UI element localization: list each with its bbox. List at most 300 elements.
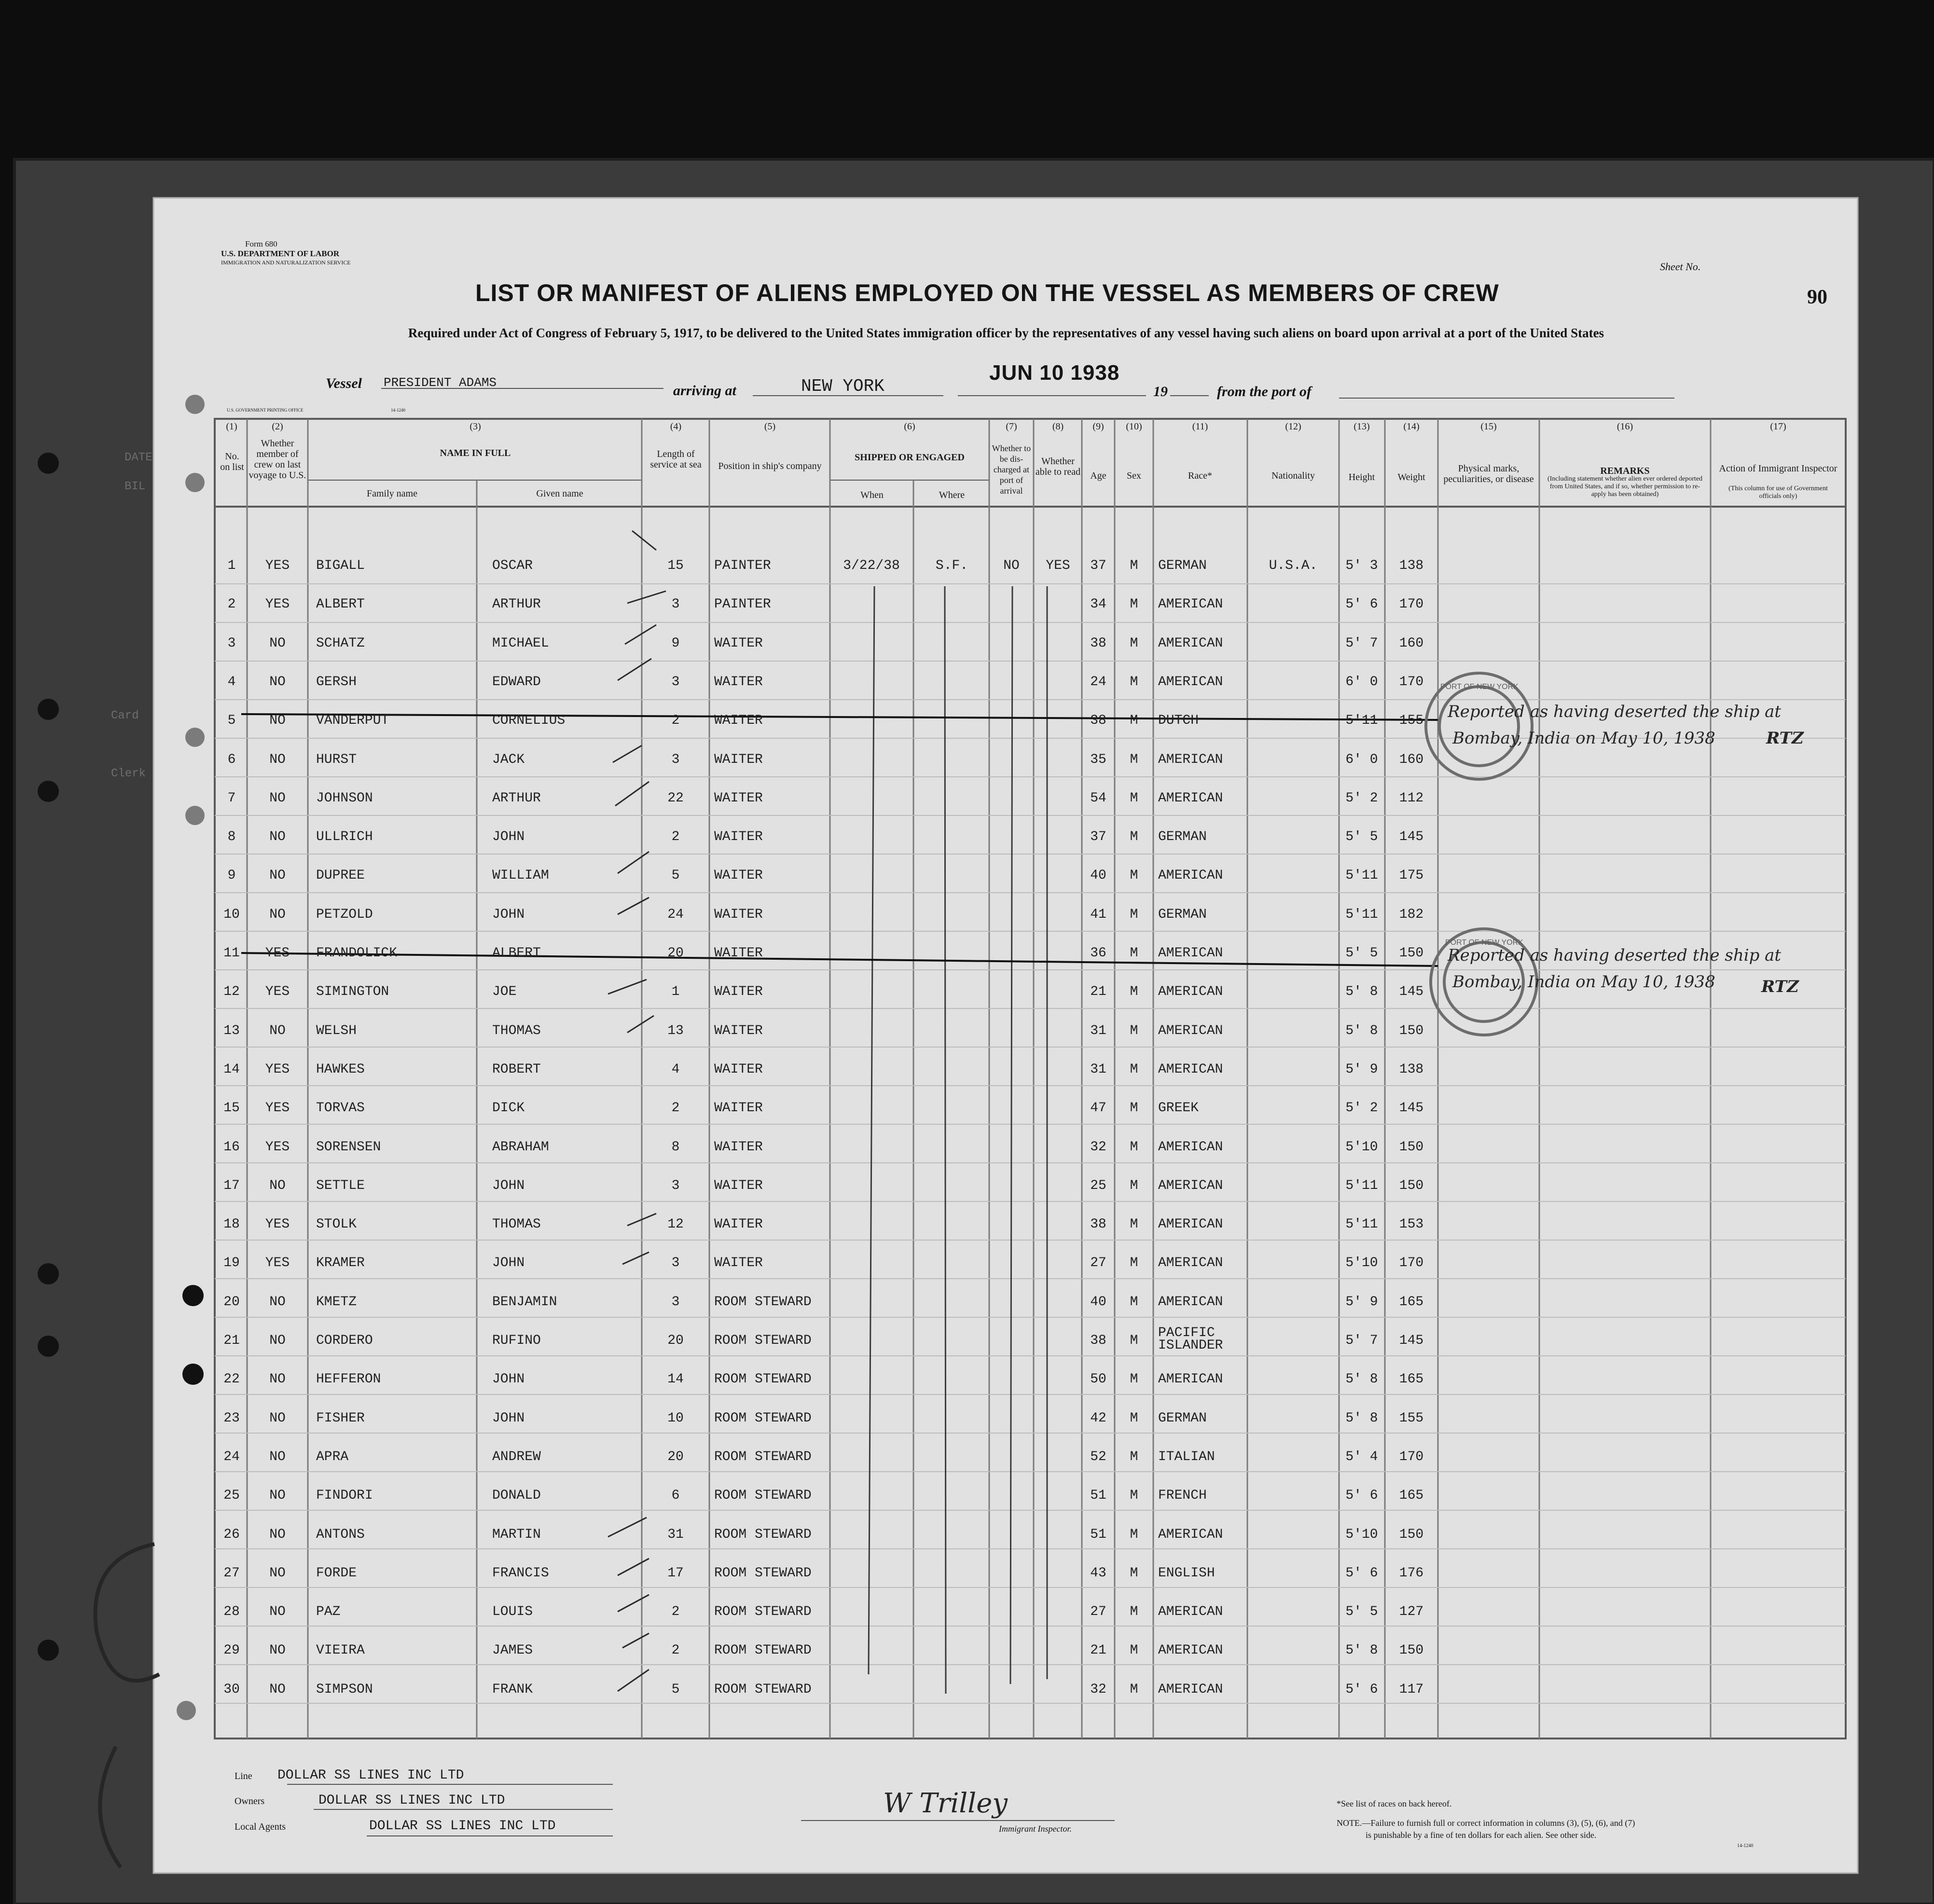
position: ROOM STEWARD — [714, 1604, 812, 1619]
sex: M — [1130, 1682, 1138, 1697]
family-name: VIEIRA — [316, 1643, 365, 1658]
previous-voyage: NO — [269, 1449, 286, 1464]
col3-label: NAME IN FULL — [440, 448, 511, 458]
family-name: BIGALL — [316, 558, 365, 573]
sex: M — [1130, 713, 1138, 728]
row-number: 16 — [223, 1140, 240, 1155]
sex: M — [1130, 1023, 1138, 1038]
race: ITALIAN — [1158, 1449, 1215, 1464]
given-name: JOHN — [492, 1372, 525, 1387]
vessel-label: Vessel — [326, 375, 362, 391]
race: GERMAN — [1158, 907, 1207, 922]
weight: 160 — [1399, 636, 1424, 651]
height: 5' 8 — [1345, 1411, 1378, 1426]
family-name: FRANDOLICK — [316, 946, 398, 961]
length-of-service: 12 — [667, 1217, 684, 1232]
family-name: WELSH — [316, 1023, 357, 1038]
race: AMERICAN — [1158, 1140, 1223, 1155]
col14-label: Weight — [1397, 472, 1425, 483]
row-number: 26 — [223, 1527, 240, 1542]
col16-num: (16) — [1616, 421, 1633, 432]
length-of-service: 1 — [671, 984, 680, 999]
inspector-label: Immigrant Inspector. — [999, 1824, 1072, 1834]
col9-label: Age — [1090, 470, 1106, 481]
weight: 145 — [1399, 1101, 1424, 1116]
able-to-read: YES — [1046, 558, 1070, 573]
height: 6' 0 — [1345, 675, 1378, 690]
form-subtitle: Required under Act of Congress of February 5, 1917, to be delivered to the United States immigration officer by the representatives of any vessel having such aliens on board upon arrival at a port of the United States — [408, 326, 1604, 340]
sex: M — [1130, 636, 1138, 651]
race: AMERICAN — [1158, 1217, 1223, 1232]
col16-label: REMARKS — [1600, 466, 1650, 476]
weight: 150 — [1399, 1023, 1424, 1038]
footer-agents-label: Local Agents — [235, 1821, 286, 1832]
race: FRENCH — [1158, 1488, 1207, 1503]
race: AMERICAN — [1158, 1527, 1223, 1542]
weight: 160 — [1399, 752, 1424, 767]
row-number: 13 — [223, 1023, 240, 1038]
row-number: 18 — [223, 1217, 240, 1232]
position: WAITER — [714, 946, 763, 961]
sheet-label: Sheet No. — [1660, 261, 1701, 273]
age: 34 — [1090, 597, 1106, 612]
row-number: 27 — [223, 1566, 240, 1581]
form-number: Form 680 — [245, 239, 277, 248]
col12-label: Nationality — [1271, 470, 1315, 481]
length-of-service: 14 — [667, 1372, 684, 1387]
footer-code: 14-1240 — [1737, 1843, 1754, 1849]
previous-voyage: NO — [269, 1023, 286, 1038]
previous-voyage: YES — [265, 946, 290, 961]
weight: 145 — [1399, 1333, 1424, 1348]
col16-sub: (Including statement whether alien ever ordered deported from United States, and if so, whether permission to re-apply has been obtained) — [1547, 475, 1703, 498]
row-number: 14 — [223, 1062, 240, 1077]
from-port-label: from the port of — [1217, 384, 1312, 400]
height: 5' 3 — [1345, 558, 1378, 573]
col10-num: (10) — [1126, 421, 1142, 432]
sex: M — [1130, 829, 1138, 844]
height: 5' 2 — [1345, 791, 1378, 806]
given-name: RUFINO — [492, 1333, 541, 1348]
family-name: GERSH — [316, 675, 357, 690]
given-name: ARTHUR — [492, 791, 541, 806]
position: WAITER — [714, 907, 763, 922]
given-name: JAMES — [492, 1643, 533, 1658]
height: 5'11 — [1345, 1217, 1378, 1232]
length-of-service: 17 — [667, 1566, 684, 1581]
col11-label: Race* — [1188, 470, 1212, 481]
height: 5' 6 — [1345, 1488, 1378, 1503]
weight: 145 — [1399, 984, 1424, 999]
height: 5' 9 — [1345, 1295, 1378, 1310]
year-prefix: 19 — [1153, 384, 1168, 400]
previous-voyage: NO — [269, 1488, 286, 1503]
inspector-signature: W Trilley — [883, 1788, 1008, 1819]
family-name: SCHATZ — [316, 636, 365, 651]
weight: 155 — [1399, 713, 1424, 728]
previous-voyage: NO — [269, 829, 286, 844]
age: 52 — [1090, 1449, 1106, 1464]
age: 25 — [1090, 1178, 1106, 1193]
given-name: JOHN — [492, 1411, 525, 1426]
footer-line-value: DOLLAR SS LINES INC LTD — [277, 1768, 464, 1783]
given-name: EDWARD — [492, 675, 541, 690]
height: 5' 9 — [1345, 1062, 1378, 1077]
weight: 138 — [1399, 558, 1424, 573]
given-name: WILLIAM — [492, 868, 549, 883]
previous-voyage: YES — [265, 1256, 290, 1270]
previous-voyage: YES — [265, 597, 290, 612]
race: AMERICAN — [1158, 1682, 1223, 1697]
col5-label: Position in ship's company — [718, 461, 822, 471]
position: WAITER — [714, 984, 763, 999]
family-name: ALBERT — [316, 597, 365, 612]
weight: 150 — [1399, 1178, 1424, 1193]
row-number: 11 — [223, 946, 240, 961]
row-number: 10 — [223, 907, 240, 922]
previous-voyage: NO — [269, 1411, 286, 1426]
given-name: DONALD — [492, 1488, 541, 1503]
previous-voyage: NO — [269, 907, 286, 922]
previous-voyage: YES — [265, 1062, 290, 1077]
row-number: 25 — [223, 1488, 240, 1503]
race: AMERICAN — [1158, 791, 1223, 806]
col3-given: Given name — [536, 488, 583, 499]
weight: 165 — [1399, 1295, 1424, 1310]
shipped-where: S.F. — [935, 558, 968, 573]
col7-label: Whether to be dis-charged at port of arrival — [992, 443, 1031, 496]
row-number: 1 — [227, 558, 236, 573]
col4-label: Length of service at sea — [650, 449, 702, 470]
height: 5' 2 — [1345, 1101, 1378, 1116]
margin-bill: BIL — [124, 480, 146, 493]
col6-when: When — [860, 490, 884, 500]
family-name: TORVAS — [316, 1101, 365, 1116]
footer-owners-value: DOLLAR SS LINES INC LTD — [318, 1793, 505, 1808]
length-of-service: 8 — [671, 1140, 680, 1155]
remark-1-line2: Bombay, India on May 10, 1938 — [1452, 729, 1715, 748]
family-name: ANTONS — [316, 1527, 365, 1542]
weight: 150 — [1399, 1527, 1424, 1542]
col17-label: Action of Immigrant Inspector — [1719, 463, 1837, 474]
position: ROOM STEWARD — [714, 1643, 812, 1658]
shipped-when: 3/22/38 — [843, 558, 900, 573]
given-name: THOMAS — [492, 1023, 541, 1038]
race: GREEK — [1158, 1101, 1199, 1116]
given-name: FRANK — [492, 1682, 533, 1697]
margin-clerk: Clerk — [111, 767, 146, 780]
length-of-service: 2 — [671, 713, 680, 728]
race: AMERICAN — [1158, 946, 1223, 961]
page-number: 90 — [1807, 286, 1827, 308]
printing-code: 14-1240 — [391, 408, 405, 413]
length-of-service: 20 — [667, 1449, 684, 1464]
age: 31 — [1090, 1062, 1106, 1077]
weight: 170 — [1399, 1449, 1424, 1464]
sex: M — [1130, 1604, 1138, 1619]
position: ROOM STEWARD — [714, 1449, 812, 1464]
weight: 165 — [1399, 1372, 1424, 1387]
race: GERMAN — [1158, 829, 1207, 844]
race: AMERICAN — [1158, 868, 1223, 883]
height: 5'11 — [1345, 713, 1378, 728]
weight: 127 — [1399, 1604, 1424, 1619]
family-name: VANDERPUT — [316, 713, 389, 728]
col3-family: Family name — [367, 488, 417, 499]
length-of-service: 24 — [667, 907, 684, 922]
previous-voyage: NO — [269, 791, 286, 806]
age: 27 — [1090, 1604, 1106, 1619]
position: WAITER — [714, 675, 763, 690]
position: PAINTER — [714, 597, 771, 612]
age: 31 — [1090, 1023, 1106, 1038]
race: ENGLISH — [1158, 1566, 1215, 1581]
family-name: SETTLE — [316, 1178, 365, 1193]
arriving-label: arriving at — [673, 383, 736, 399]
race: AMERICAN — [1158, 597, 1223, 612]
col14-num: (14) — [1403, 421, 1420, 432]
position: WAITER — [714, 868, 763, 883]
footer-line-label: Line — [235, 1771, 252, 1781]
note-line-1: NOTE.—Failure to furnish full or correct information in columns (3), (5), (6), and (7) — [1337, 1818, 1635, 1828]
height: 5' 8 — [1345, 1023, 1378, 1038]
given-name: LOUIS — [492, 1604, 533, 1619]
height: 5' 8 — [1345, 1643, 1378, 1658]
given-name: FRANCIS — [492, 1566, 549, 1581]
weight: 155 — [1399, 1411, 1424, 1426]
height: 6' 0 — [1345, 752, 1378, 767]
col2-num: (2) — [272, 421, 283, 432]
height: 5' 6 — [1345, 597, 1378, 612]
previous-voyage: NO — [269, 1527, 286, 1542]
given-name: THOMAS — [492, 1217, 541, 1232]
sex: M — [1130, 1566, 1138, 1581]
col3-num: (3) — [470, 421, 481, 432]
race: PACIFIC ISLANDER — [1158, 1325, 1223, 1353]
sex: M — [1130, 1488, 1138, 1503]
sex: M — [1130, 1372, 1138, 1387]
age: 50 — [1090, 1372, 1106, 1387]
col2-label: Whether member of crew on last voyage to U.S. — [249, 438, 306, 481]
col4-num: (4) — [670, 421, 682, 432]
position: WAITER — [714, 1217, 763, 1232]
height: 5'10 — [1345, 1256, 1378, 1270]
previous-voyage: NO — [269, 1372, 286, 1387]
col13-label: Height — [1348, 472, 1375, 483]
height: 5' 8 — [1345, 1372, 1378, 1387]
remark-1-line1: Reported as having deserted the ship at — [1448, 702, 1782, 721]
col1-num: (1) — [226, 421, 237, 432]
age: 32 — [1090, 1140, 1106, 1155]
height: 5' 5 — [1345, 1604, 1378, 1619]
previous-voyage: NO — [269, 1295, 286, 1310]
age: 37 — [1090, 558, 1106, 573]
length-of-service: 2 — [671, 829, 680, 844]
col15-label: Physical marks, peculiarities, or disease — [1443, 463, 1534, 484]
family-name: CORDERO — [316, 1333, 373, 1348]
height: 5' 6 — [1345, 1682, 1378, 1697]
length-of-service: 6 — [671, 1488, 680, 1503]
height: 5'11 — [1345, 907, 1378, 922]
position: WAITER — [714, 829, 763, 844]
col6-where: Where — [939, 490, 965, 500]
race: AMERICAN — [1158, 1178, 1223, 1193]
weight: 170 — [1399, 1256, 1424, 1270]
row-number: 12 — [223, 984, 240, 999]
arriving-port: NEW YORK — [801, 376, 884, 396]
length-of-service: 13 — [667, 1023, 684, 1038]
sex: M — [1130, 1643, 1138, 1658]
race: AMERICAN — [1158, 1372, 1223, 1387]
length-of-service: 20 — [667, 946, 684, 961]
position: ROOM STEWARD — [714, 1295, 812, 1310]
family-name: HURST — [316, 752, 357, 767]
length-of-service: 5 — [671, 1682, 680, 1697]
age: 38 — [1090, 1333, 1106, 1348]
height: 5' 4 — [1345, 1449, 1378, 1464]
row-number: 19 — [223, 1256, 240, 1270]
family-name: PAZ — [316, 1604, 341, 1619]
length-of-service: 3 — [671, 752, 680, 767]
age: 38 — [1090, 1217, 1106, 1232]
row-number: 23 — [223, 1411, 240, 1426]
age: 32 — [1090, 1682, 1106, 1697]
race: AMERICAN — [1158, 675, 1223, 690]
position: ROOM STEWARD — [714, 1372, 812, 1387]
position: WAITER — [714, 713, 763, 728]
weight: 138 — [1399, 1062, 1424, 1077]
sex: M — [1130, 1256, 1138, 1270]
length-of-service: 2 — [671, 1604, 680, 1619]
given-name: JOE — [492, 984, 517, 999]
family-name: HAWKES — [316, 1062, 365, 1077]
position: ROOM STEWARD — [714, 1566, 812, 1581]
height: 5' 8 — [1345, 984, 1378, 999]
weight: 182 — [1399, 907, 1424, 922]
given-name: ROBERT — [492, 1062, 541, 1077]
sex: M — [1130, 907, 1138, 922]
length-of-service: 3 — [671, 675, 680, 690]
form-title: LIST OR MANIFEST OF ALIENS EMPLOYED ON THE VESSEL AS MEMBERS OF CREW — [475, 279, 1499, 306]
row-number: 6 — [227, 752, 236, 767]
weight: 145 — [1399, 829, 1424, 844]
height: 5'11 — [1345, 1178, 1378, 1193]
family-name: SIMINGTON — [316, 984, 389, 999]
row-number: 5 — [227, 713, 236, 728]
weight: 150 — [1399, 1643, 1424, 1658]
length-of-service: 5 — [671, 868, 680, 883]
position: WAITER — [714, 1256, 763, 1270]
length-of-service: 10 — [667, 1411, 684, 1426]
remark-2-line2: Bombay, India on May 10, 1938 — [1452, 972, 1715, 992]
position: PAINTER — [714, 558, 771, 573]
position: WAITER — [714, 1140, 763, 1155]
position: WAITER — [714, 752, 763, 767]
previous-voyage: NO — [269, 1604, 286, 1619]
race: AMERICAN — [1158, 1604, 1223, 1619]
sex: M — [1130, 1333, 1138, 1348]
length-of-service: 3 — [671, 1256, 680, 1270]
col12-num: (12) — [1285, 421, 1301, 432]
height: 5'10 — [1345, 1527, 1378, 1542]
race: AMERICAN — [1158, 1256, 1223, 1270]
race: AMERICAN — [1158, 1643, 1223, 1658]
col10-label: Sex — [1127, 470, 1141, 481]
age: 21 — [1090, 1643, 1106, 1658]
age: 47 — [1090, 1101, 1106, 1116]
family-name: HEFFERON — [316, 1372, 381, 1387]
col9-num: (9) — [1092, 421, 1104, 432]
position: ROOM STEWARD — [714, 1333, 812, 1348]
length-of-service: 20 — [667, 1333, 684, 1348]
weight: 170 — [1399, 675, 1424, 690]
height: 5' 6 — [1345, 1566, 1378, 1581]
race: AMERICAN — [1158, 752, 1223, 767]
race: DUTCH — [1158, 713, 1199, 728]
col11-num: (11) — [1192, 421, 1208, 432]
position: WAITER — [714, 1178, 763, 1193]
position: ROOM STEWARD — [714, 1488, 812, 1503]
col8-num: (8) — [1052, 421, 1064, 432]
footer-owners-label: Owners — [235, 1796, 265, 1807]
row-number: 17 — [223, 1178, 240, 1193]
sex: M — [1130, 1062, 1138, 1077]
height: 5' 7 — [1345, 1333, 1378, 1348]
length-of-service: 3 — [671, 597, 680, 612]
age: 54 — [1090, 791, 1106, 806]
given-name: MICHAEL — [492, 636, 549, 651]
row-number: 15 — [223, 1101, 240, 1116]
given-name: JOHN — [492, 907, 525, 922]
previous-voyage: NO — [269, 1333, 286, 1348]
family-name: FORDE — [316, 1566, 357, 1581]
weight: 170 — [1399, 597, 1424, 612]
col6-num: (6) — [904, 421, 915, 432]
position: ROOM STEWARD — [714, 1682, 812, 1697]
row-number: 28 — [223, 1604, 240, 1619]
family-name: PETZOLD — [316, 907, 373, 922]
previous-voyage: NO — [269, 636, 286, 651]
sex: M — [1130, 1295, 1138, 1310]
age: 40 — [1090, 1295, 1106, 1310]
length-of-service: 15 — [667, 558, 684, 573]
previous-voyage: YES — [265, 1217, 290, 1232]
age: 27 — [1090, 1256, 1106, 1270]
height: 5'10 — [1345, 1140, 1378, 1155]
family-name: SIMPSON — [316, 1682, 373, 1697]
length-of-service: 4 — [671, 1062, 680, 1077]
sex: M — [1130, 1140, 1138, 1155]
remark-2-line1: Reported as having deserted the ship at — [1448, 946, 1782, 965]
family-name: FISHER — [316, 1411, 365, 1426]
length-of-service: 31 — [667, 1527, 684, 1542]
sex: M — [1130, 675, 1138, 690]
age: 43 — [1090, 1566, 1106, 1581]
given-name: CORNELIUS — [492, 713, 566, 728]
length-of-service: 9 — [671, 636, 680, 651]
position: ROOM STEWARD — [714, 1411, 812, 1426]
age: 24 — [1090, 675, 1106, 690]
height: 5' 5 — [1345, 946, 1378, 961]
col6-label: SHIPPED OR ENGAGED — [855, 452, 965, 463]
row-number: 20 — [223, 1295, 240, 1310]
sex: M — [1130, 1411, 1138, 1426]
row-number: 24 — [223, 1449, 240, 1464]
previous-voyage: YES — [265, 984, 290, 999]
age: 38 — [1090, 713, 1106, 728]
form-department: U.S. DEPARTMENT OF LABOR — [221, 249, 340, 258]
family-name: KRAMER — [316, 1256, 365, 1270]
